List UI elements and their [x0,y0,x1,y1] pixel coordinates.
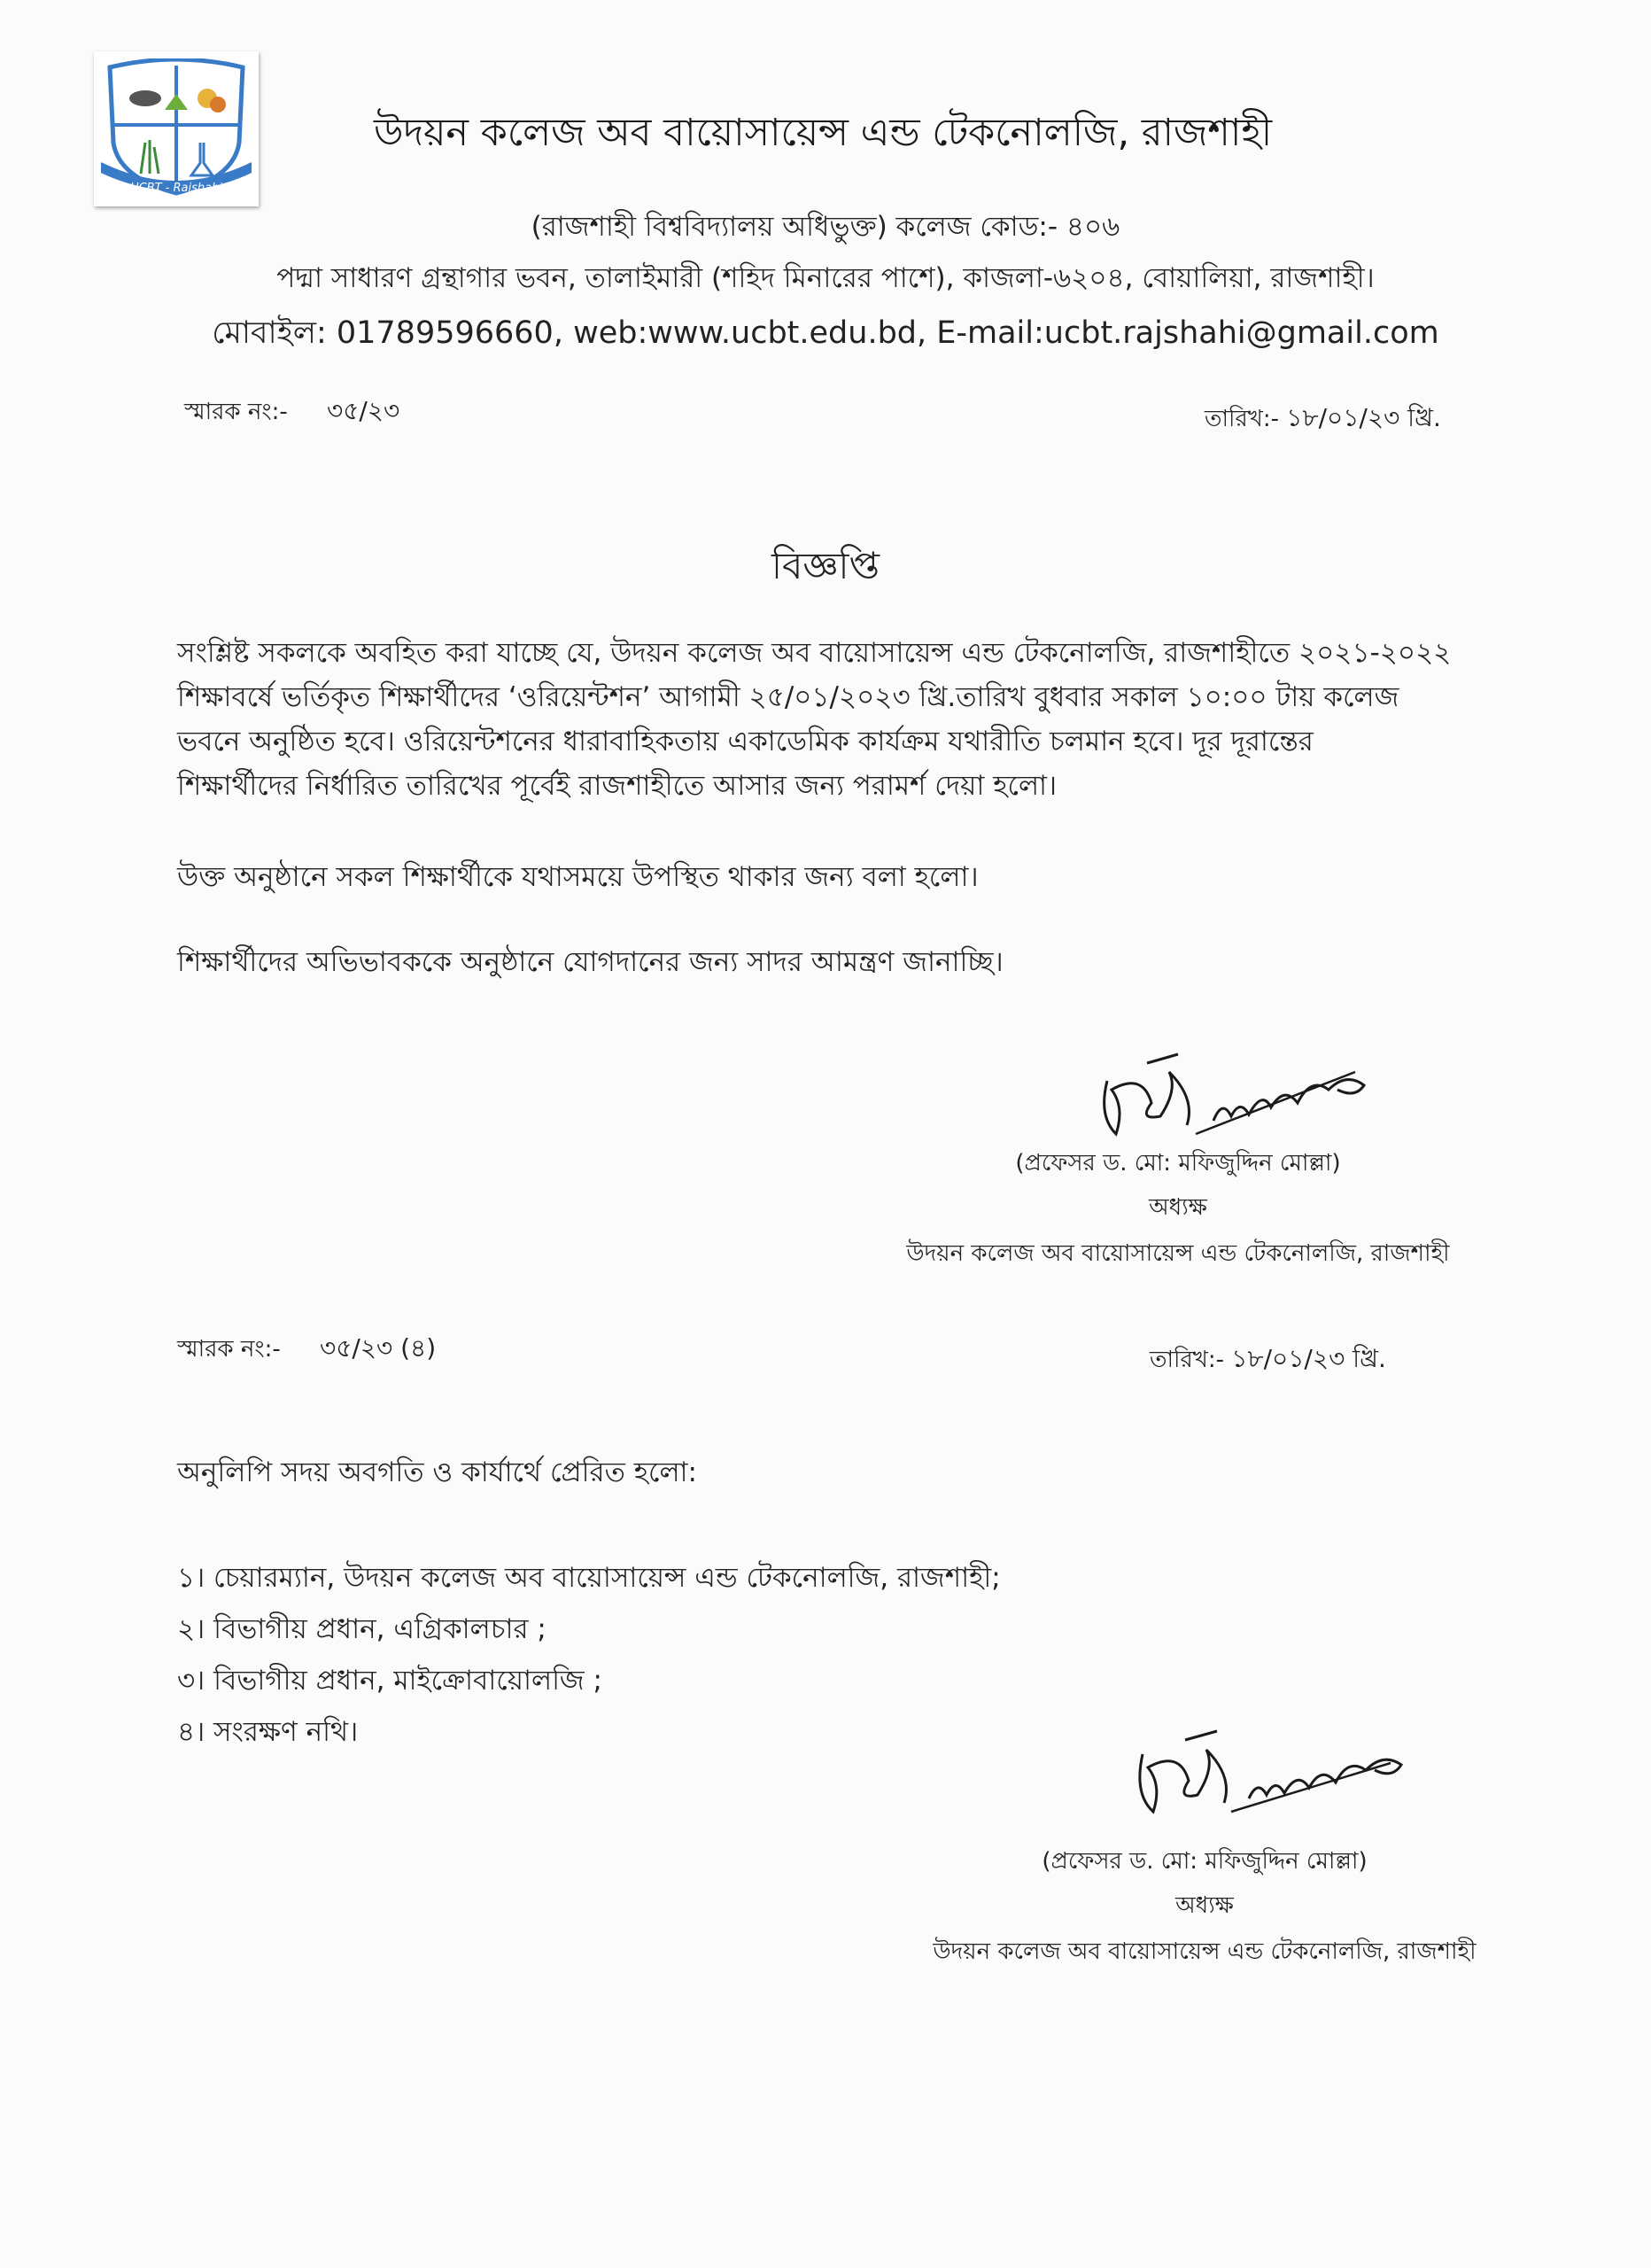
signatory-institution: উদয়ন কলেজ অব বায়োসায়েন্স এন্ড টেকনোলজি, রাজশাহী [933,1938,1477,1965]
signatory-institution: উদয়ন কলেজ অব বায়োসায়েন্স এন্ড টেকনোলজি, রাজশাহী [906,1240,1450,1267]
signatory-block-copy [921,1843,1488,1972]
memo-date-label: তারিখ:- [1205,406,1280,432]
paragraph-line: ভবনে অনুষ্ঠিত হবে। ওরিয়েন্টশনের ধারাবাহিকতায় একাডেমিক কার্যক্রম যথারীতি চলমান হবে। দূর দূরান্তের [177,726,1314,757]
college-logo [94,51,259,206]
college-name-heading: উদয়ন কলেজ অব বায়োসায়েন্স এন্ড টেকনোলজি, রাজশাহী [374,111,1273,155]
memo-ref-value: ৩৫/২৩ [326,396,400,425]
list-item: ২। বিভাগীয় প্রধান, এগ্রিকালচার ; [177,1613,546,1645]
signatory-designation: অধ্যক্ষ [1175,1892,1234,1919]
svg-text:UCBT - Rajshahi: UCBT - Rajshahi [130,182,222,195]
list-item: ১। চেয়ারম্যান, উদয়ন কলেজ অব বায়োসায়েন্স এন্ড টেকনোলজি, রাজশাহী; [177,1562,1001,1594]
paragraph-line: শিক্ষাবর্ষে ভর্তিকৃত শিক্ষার্থীদের ‘ওরিয়েন্টশন’ আগামী ২৫/০১/২০২৩ খ্রি.তারিখ বুধবার সকাল ১০:০০ টায় কলেজ [177,681,1399,713]
copy-list [177,1552,1001,1758]
signatory-name: (প্রফেসর ড. মো: মফিজুদ্দিন মোল্লা) [1015,1150,1341,1177]
memo-date-label: তারিখ:- [1150,1347,1225,1373]
paragraph-line: শিক্ষার্থীদের নির্ধারিত তারিখের পূর্বেই রাজশাহীতে আসার জন্য পরামর্শ দেয়া হলো। [177,770,1058,802]
memo-reference-copy [177,1329,436,1371]
signatory-name: (প্রফেসর ড. মো: মফিজুদ্দিন মোল্লা) [1042,1848,1368,1875]
memo-ref-label: স্মারক নং:- [184,399,288,425]
notice-paragraph [177,631,1506,808]
memo-date [1205,399,1441,440]
shield-emblem-icon [101,58,252,200]
paragraph-line: সংশ্লিষ্ট সকলকে অবহিত করা যাচ্ছে যে, উদয়ন কলেজ অব বায়োসায়েন্স এন্ড টেকনোলজি, রাজশাহীতে ২০২১-২০২২ [177,637,1452,669]
signature-image [1063,1037,1382,1152]
memo-date-copy [1150,1340,1386,1381]
invitation-paragraph: শিক্ষার্থীদের অভিভাবককে অনুষ্ঠানে যোগদানের জন্য সাদর আমন্ত্রণ জানাচ্ছি। [177,946,1004,978]
memo-date-value: ১৮/০১/২৩ খ্রি. [1286,403,1441,432]
attendance-paragraph: উক্ত অনুষ্ঠানে সকল শিক্ষার্থীকে যথাসময়ে উপস্থিত থাকার জন্য বলা হলো। [177,861,979,893]
list-item: ৩। বিভাগীয় প্রধান, মাইক্রোবায়োলজি ; [177,1665,602,1697]
copy-heading: অনুলিপি সদয় অবগতি ও কার্যার্থে প্রেরিত হলো: [177,1456,697,1488]
memo-date-value: ১৮/০১/২৩ খ্রি. [1231,1344,1386,1373]
memo-ref-label: স্মারক নং:- [177,1336,281,1363]
memo-ref-value: ৩৫/২৩ (৪) [319,1333,437,1363]
list-item: ৪। সংরক্ষণ নথি। [177,1716,359,1748]
signature-image [1098,1719,1417,1834]
contact-line: মোবাইল: 01789596660, web:www.ucbt.edu.bd, E-mail:ucbt.rajshahi@gmail.com [212,315,1439,351]
signatory-block [886,1145,1470,1274]
notice-title: বিজ্ঞপ্তি [771,544,880,587]
signatory-designation: অধ্যক্ষ [1149,1194,1207,1221]
memo-reference [184,392,399,433]
affiliation-line: (রাজশাহী বিশ্ববিদ্যালয় অধিভুক্ত) কলেজ কোড:- ৪০৬ [531,211,1120,243]
address-line: পদ্মা সাধারণ গ্রন্থাগার ভবন, তালাইমারী (শহিদ মিনারের পাশে), কাজলা-৬২০৪, বোয়ালিয়া, রাজশাহী। [276,262,1375,294]
